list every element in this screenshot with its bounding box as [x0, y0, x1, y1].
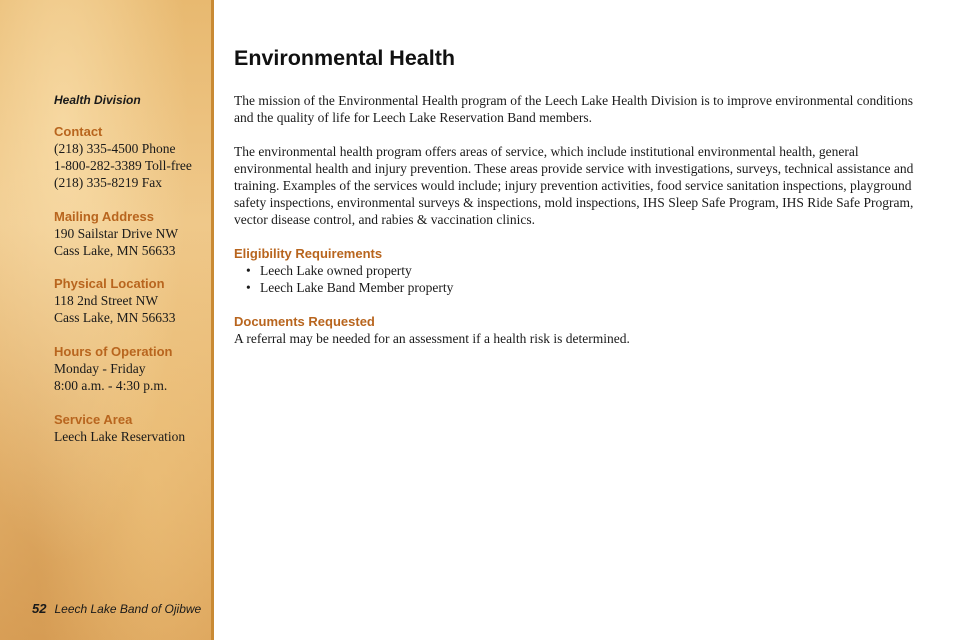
hours-days: Monday - Friday	[54, 361, 146, 376]
contact-block	[54, 123, 192, 191]
publisher-name: Leech Lake Band of Ojibwe	[54, 602, 202, 616]
mission-paragraph: The mission of the Environmental Health program of the Leech Lake Health Division is to improve environmental conditions and the quality of life for Leech Lake Reservation Band members.	[234, 93, 913, 125]
bullet-icon: •	[246, 280, 251, 295]
mailing-address-block	[54, 208, 178, 259]
eligibility-list	[234, 262, 934, 296]
mailing-address-label: Mailing Address	[54, 209, 154, 224]
physical-city: Cass Lake, MN 56633	[54, 310, 176, 325]
documents-text: A referral may be needed for an assessment if a health risk is determined.	[234, 331, 630, 346]
sidebar	[0, 0, 214, 640]
contact-fax: (218) 335-8219 Fax	[54, 175, 162, 190]
hours-times: 8:00 a.m. - 4:30 p.m.	[54, 378, 168, 393]
physical-location-block	[54, 275, 176, 326]
services-paragraph: The environmental health program offers areas of service, which include institutional environmental health, general environmental health and injury prevention. These areas provide service with investigations, surveys, technical assistance and training. Examples of the services would include; injury prevention activities, food service sanitation inspections, playground safety inspections, environmental surveys & inspections, mold inspections, IHS Sleep Safe Program, IHS Ride Safe Program, vector disease control, and rabies & vaccination clinics.	[234, 144, 914, 227]
bullet-icon: •	[246, 263, 251, 278]
physical-location-label: Physical Location	[54, 276, 165, 291]
mailing-street: 190 Sailstar Drive NW	[54, 226, 179, 241]
list-item: • Leech Lake Band Member property	[246, 280, 454, 295]
division-heading: Health Division	[54, 93, 141, 107]
page-title: Environmental Health	[234, 46, 456, 70]
documents-label: Documents Requested	[234, 314, 375, 329]
contact-phone: (218) 335-4500 Phone	[54, 141, 176, 156]
physical-street: 118 2nd Street NW	[54, 293, 159, 308]
hours-label: Hours of Operation	[54, 344, 173, 359]
eligibility-label: Eligibility Requirements	[234, 246, 383, 261]
service-area-value: Leech Lake Reservation	[54, 429, 186, 444]
page-footer	[32, 601, 201, 616]
service-area-block	[54, 411, 185, 445]
page-number: 52	[32, 601, 47, 616]
hours-block	[54, 343, 172, 394]
list-item: • Leech Lake owned property	[246, 263, 412, 278]
contact-label: Contact	[54, 124, 103, 139]
service-area-label: Service Area	[54, 412, 133, 427]
main-content	[234, 46, 934, 364]
contact-toll-free: 1-800-282-3389 Toll-free	[54, 158, 192, 173]
mailing-city: Cass Lake, MN 56633	[54, 243, 176, 258]
